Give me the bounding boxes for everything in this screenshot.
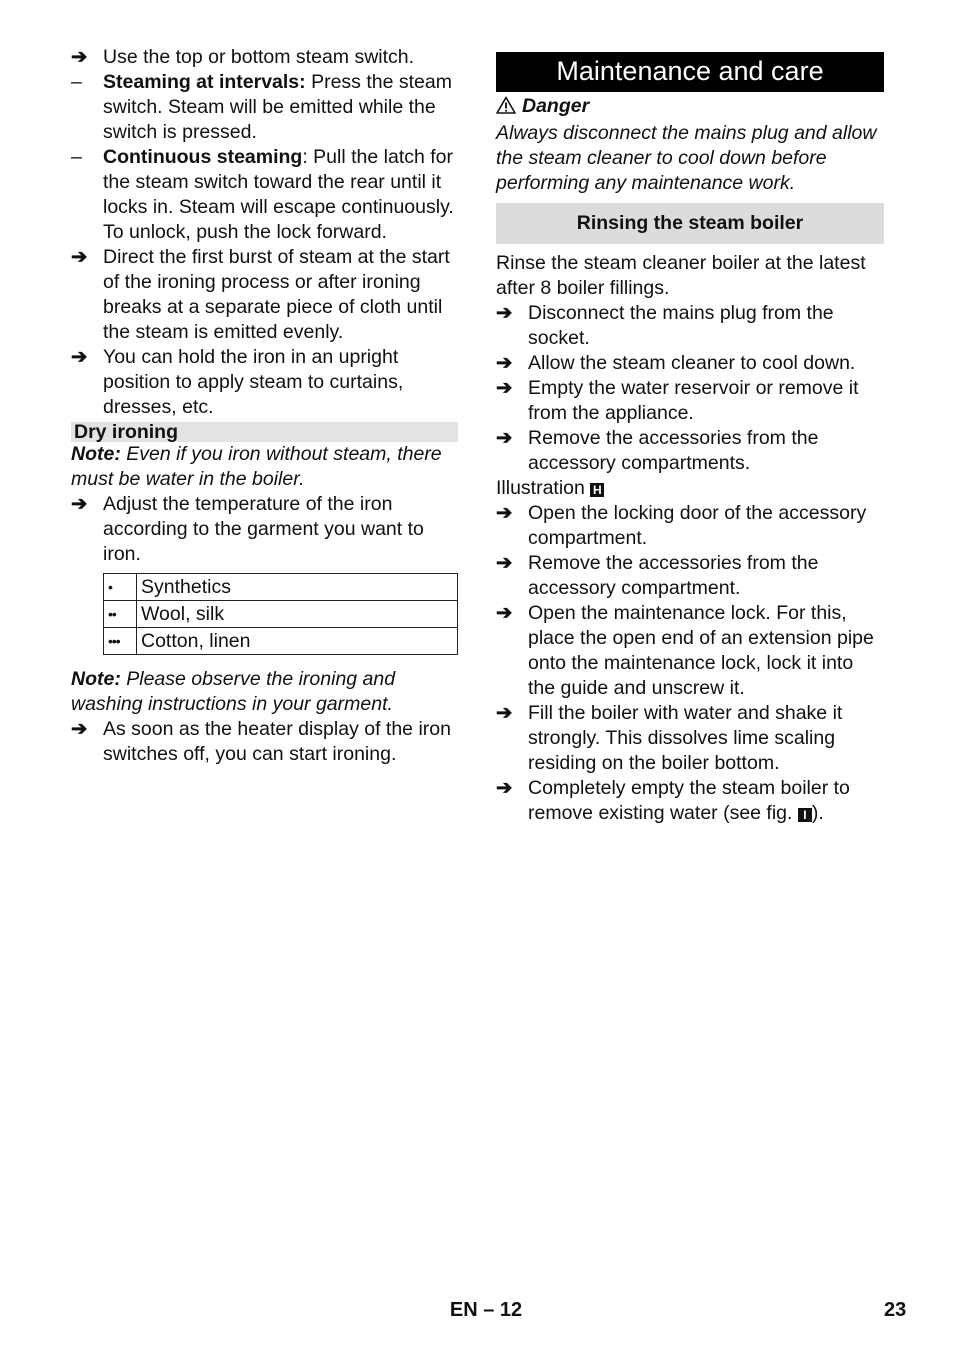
list-item-text: Empty the water reservoir or remove it from the appliance. [528,377,859,424]
list-item [71,145,458,245]
list-item-text: Open the maintenance lock. For this, place the open end of an extension pipe onto the maintenance lock, lock it into the guide and unscrew it. [528,602,874,699]
section-title: Maintenance and care [496,52,884,92]
arrow-icon: ➔ [496,552,513,574]
list-item-text: Adjust the temperature of the iron according to the garment you want to iron. [103,493,424,565]
danger-text: Always disconnect the mains plug and allow the steam cleaner to cool down before performing any maintenance work. [496,122,877,194]
note-label: Note: [71,668,121,690]
list-item [496,501,884,551]
note-text: Even if you iron without steam, there must be water in the boiler. [71,443,442,490]
arrow-icon: ➔ [496,352,513,374]
dry-ironing-heading: Dry ironing [71,422,458,442]
temperature-symbol: •• [104,601,137,628]
arrow-icon: ➔ [71,246,88,268]
steps-list-a [496,301,884,476]
dash-icon: – [71,71,82,93]
list-item-text: Completely empty the steam boiler to remove existing water (see fig. [528,777,850,824]
figure-h-icon: H [590,483,604,497]
arrow-icon: ➔ [496,302,513,324]
list-item [496,551,884,601]
arrow-icon: ➔ [71,493,88,515]
note-text: Please observe the ironing and washing instructions in your garment. [71,668,396,715]
fabric-label: Wool, silk [137,601,458,628]
left-column [71,45,458,767]
arrow-icon: ➔ [71,346,88,368]
list-item [496,301,884,351]
list-item-text: Remove the accessories from the accessory compartments. [528,427,819,474]
list-item-text: Press the steam switch. Steam will be emitted while the switch is pressed. [103,71,452,143]
illustration-label: Illustration [496,477,585,499]
subsection-title: Rinsing the steam boiler [496,203,884,244]
list-item-bold: Steaming at intervals: [103,71,306,93]
list-item-text: Remove the accessories from the accessory compartment. [528,552,819,599]
list-item [496,776,884,826]
arrow-icon: ➔ [496,377,513,399]
steps-list-b [496,501,884,826]
rinse-intro: Rinse the steam cleaner boiler at the latest after 8 boiler fillings. [496,252,866,299]
list-item [71,70,458,145]
list-item [496,426,884,476]
list-item-text: Open the locking door of the accessory compartment. [528,502,867,549]
dash-icon: – [71,146,82,168]
arrow-icon: ➔ [496,427,513,449]
danger-label: Danger [522,95,590,117]
list-item-text: Use the top or bottom steam switch. [103,46,415,68]
list-item-text: Disconnect the mains plug from the socket. [528,302,834,349]
list-item [496,701,884,776]
table-row [104,574,458,601]
list-item-end: ). [811,802,824,824]
list-item [496,376,884,426]
list-item-text: Allow the steam cleaner to cool down. [528,352,856,374]
list-item [496,601,884,701]
temperature-symbol: • [104,574,137,601]
list-item-bold: Continuous steaming [103,146,303,168]
table-row [104,628,458,655]
page-number: 23 [884,1299,907,1321]
list-item [71,245,458,345]
warning-icon [496,96,516,121]
list-item [71,717,458,767]
danger-heading [496,94,884,121]
temperature-table [103,573,458,655]
arrow-icon: ➔ [496,702,513,724]
list-item [496,351,884,376]
list-item-text: Fill the boiler with water and shake it strongly. This dissolves lime scaling residing on the boiler bottom. [528,702,843,774]
illustration-reference [496,476,884,501]
fabric-label: Synthetics [137,574,458,601]
figure-i-icon: I [798,808,812,822]
arrow-icon: ➔ [71,718,88,740]
note-garment-instructions [71,667,458,717]
list-item-text: As soon as the heater display of the iron switches off, you can start ironing. [103,718,451,765]
arrow-icon: ➔ [71,46,88,68]
list-item-text: You can hold the iron in an upright position to apply steam to curtains, dresses, etc. [103,346,404,418]
arrow-icon: ➔ [496,502,513,524]
list-item-text: Direct the first burst of steam at the start of the ironing process or after ironing breaks at a separate piece of cloth until the steam is emitted evenly. [103,246,450,343]
arrow-icon: ➔ [496,777,513,799]
right-column [496,45,884,826]
intro-list [71,45,458,420]
list-item [71,45,458,70]
list-item [71,492,458,567]
note-label: Note: [71,443,121,465]
temperature-symbol: ••• [104,628,137,655]
footer-page-label: EN – 12 [449,1299,523,1321]
fabric-label: Cotton, linen [137,628,458,655]
note-dry-ironing [71,442,458,492]
arrow-icon: ➔ [496,602,513,624]
list-item [71,345,458,420]
table-row [104,601,458,628]
list-item-text: : Pull the latch for the steam switch toward the rear until it locks in. Steam will escape continuously. To unlock, push the lock forward. [103,146,454,243]
